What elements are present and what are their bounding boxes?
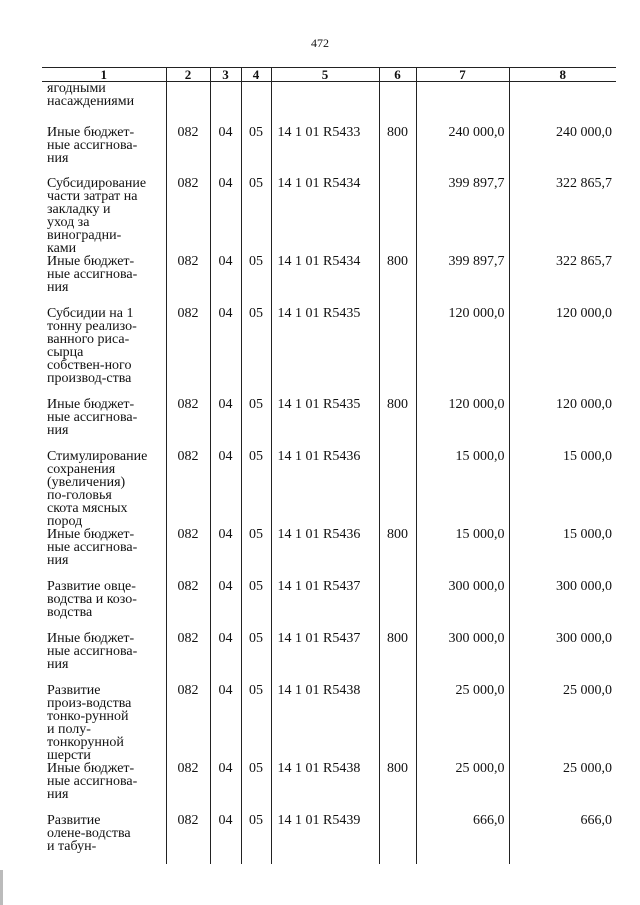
amount-cell: 322 865,7 [509, 255, 616, 307]
code-cell: 082 [166, 126, 210, 177]
section-cell: 04 [210, 255, 241, 307]
column-header: 5 [271, 68, 379, 82]
table-row [42, 177, 616, 255]
table-row [42, 398, 616, 450]
section-cell: 04 [210, 762, 241, 814]
budget-table [42, 67, 616, 864]
subsection-cell: 05 [241, 762, 271, 814]
target-article-cell: 14 1 01 R5437 [271, 580, 379, 632]
expense-name: Стимулирование сохранения (увеличения) по-головья скота мясных пород [47, 449, 148, 529]
target-article-cell: 14 1 01 R5436 [271, 450, 379, 528]
target-article-cell: 14 1 01 R5434 [271, 177, 379, 255]
expense-type-cell: 800 [379, 528, 416, 580]
expense-type-cell: 800 [379, 398, 416, 450]
target-article-cell: 14 1 01 R5438 [271, 762, 379, 814]
amount-cell: 300 000,0 [509, 632, 616, 684]
scan-edge-mark [0, 870, 3, 905]
code-cell: 082 [166, 398, 210, 450]
amount-cell: 240 000,0 [509, 126, 616, 177]
expense-name: Иные бюджет-ные ассигнова-ния [47, 125, 138, 166]
amount-cell: 300 000,0 [416, 632, 509, 684]
section-cell: 04 [210, 684, 241, 762]
expense-name: Иные бюджет-ные ассигнова-ния [47, 527, 138, 568]
section-cell: 04 [210, 398, 241, 450]
table-row [42, 814, 616, 864]
table-row [42, 255, 616, 307]
code-cell: 082 [166, 307, 210, 398]
amount-cell: 666,0 [509, 814, 616, 864]
subsection-cell: 05 [241, 126, 271, 177]
table-row [42, 126, 616, 177]
section-cell: 04 [210, 814, 241, 864]
column-header: 1 [42, 68, 166, 82]
target-article-cell: 14 1 01 R5439 [271, 814, 379, 864]
subsection-cell: 05 [241, 632, 271, 684]
expense-name: Иные бюджет-ные ассигнова-ния [47, 254, 138, 295]
code-cell: 082 [166, 814, 210, 864]
code-cell: 082 [166, 580, 210, 632]
expense-name: Субсидии на 1 тонну реализо-ванного риса-сырца собствен-ного производ-ства [47, 306, 137, 386]
page-number: 472 [311, 36, 329, 50]
section-cell: 04 [210, 307, 241, 398]
amount-cell: 15 000,0 [416, 450, 509, 528]
amount-cell: 666,0 [416, 814, 509, 864]
code-cell: 082 [166, 177, 210, 255]
column-header: 6 [379, 68, 416, 82]
target-article-cell: 14 1 01 R5435 [271, 307, 379, 398]
amount-cell: 25 000,0 [509, 684, 616, 762]
table-row [42, 307, 616, 398]
amount-cell: 25 000,0 [416, 762, 509, 814]
subsection-cell: 05 [241, 528, 271, 580]
column-header: 4 [241, 68, 271, 82]
amount-cell: 300 000,0 [509, 580, 616, 632]
subsection-cell: 05 [241, 684, 271, 762]
expense-type-cell: 800 [379, 762, 416, 814]
amount-cell: 399 897,7 [416, 177, 509, 255]
amount-cell [416, 82, 509, 127]
target-article-cell: 14 1 01 R5433 [271, 126, 379, 177]
table-row [42, 684, 616, 762]
expense-type-cell [379, 450, 416, 528]
expense-type-cell: 800 [379, 632, 416, 684]
expense-name: Развитие овце-водства и козо-водства [47, 579, 137, 620]
section-cell: 04 [210, 126, 241, 177]
target-article-cell: 14 1 01 R5434 [271, 255, 379, 307]
section-cell: 04 [210, 528, 241, 580]
expense-name: Субсидирование части затрат на закладку и уход за виноградни-ками [47, 176, 147, 256]
code-cell: 082 [166, 632, 210, 684]
subsection-cell: 05 [241, 307, 271, 398]
amount-cell: 15 000,0 [509, 528, 616, 580]
subsection-cell: 05 [241, 814, 271, 864]
table-row [42, 528, 616, 580]
amount-cell: 240 000,0 [416, 126, 509, 177]
expense-type-cell [379, 82, 416, 127]
target-article-cell [271, 82, 379, 127]
subsection-cell: 05 [241, 580, 271, 632]
table-row [42, 632, 616, 684]
section-cell: 04 [210, 632, 241, 684]
expense-type-cell [379, 580, 416, 632]
section-cell: 04 [210, 580, 241, 632]
code-cell: 082 [166, 684, 210, 762]
expense-type-cell [379, 307, 416, 398]
expense-name: Развитие олене-водства и табун- [47, 813, 131, 854]
amount-cell: 25 000,0 [416, 684, 509, 762]
amount-cell: 120 000,0 [509, 398, 616, 450]
amount-cell: 322 865,7 [509, 177, 616, 255]
expense-type-cell [379, 684, 416, 762]
expense-name: Иные бюджет-ные ассигнова-ния [47, 631, 138, 672]
section-cell: 04 [210, 450, 241, 528]
amount-cell: 399 897,7 [416, 255, 509, 307]
subsection-cell: 05 [241, 450, 271, 528]
column-header: 8 [509, 68, 616, 82]
table-row [42, 762, 616, 814]
code-cell: 082 [166, 528, 210, 580]
table-row [42, 82, 616, 127]
amount-cell: 15 000,0 [416, 528, 509, 580]
table-header-row [42, 68, 616, 82]
amount-cell: 120 000,0 [416, 307, 509, 398]
code-cell: 082 [166, 450, 210, 528]
table-row [42, 580, 616, 632]
expense-type-cell [379, 177, 416, 255]
amount-cell: 120 000,0 [509, 307, 616, 398]
expense-type-cell: 800 [379, 255, 416, 307]
column-header: 3 [210, 68, 241, 82]
subsection-cell: 05 [241, 177, 271, 255]
code-cell [166, 82, 210, 127]
section-cell [210, 82, 241, 127]
table-row [42, 450, 616, 528]
expense-name: Развитие произ-водства тонко-рунной и полу-тонкорунной шерсти [47, 683, 132, 763]
amount-cell: 25 000,0 [509, 762, 616, 814]
subsection-cell [241, 82, 271, 127]
subsection-cell: 05 [241, 398, 271, 450]
amount-cell [509, 82, 616, 127]
target-article-cell: 14 1 01 R5435 [271, 398, 379, 450]
expense-type-cell [379, 814, 416, 864]
code-cell: 082 [166, 255, 210, 307]
subsection-cell: 05 [241, 255, 271, 307]
target-article-cell: 14 1 01 R5436 [271, 528, 379, 580]
section-cell: 04 [210, 177, 241, 255]
amount-cell: 120 000,0 [416, 398, 509, 450]
amount-cell: 15 000,0 [509, 450, 616, 528]
expense-name: ягодными насаждениями [47, 81, 135, 109]
expense-type-cell: 800 [379, 126, 416, 177]
expense-name: Иные бюджет-ные ассигнова-ния [47, 397, 138, 438]
amount-cell: 300 000,0 [416, 580, 509, 632]
code-cell: 082 [166, 762, 210, 814]
column-header: 2 [166, 68, 210, 82]
target-article-cell: 14 1 01 R5438 [271, 684, 379, 762]
expense-name: Иные бюджет-ные ассигнова-ния [47, 761, 138, 802]
column-header: 7 [416, 68, 509, 82]
target-article-cell: 14 1 01 R5437 [271, 632, 379, 684]
